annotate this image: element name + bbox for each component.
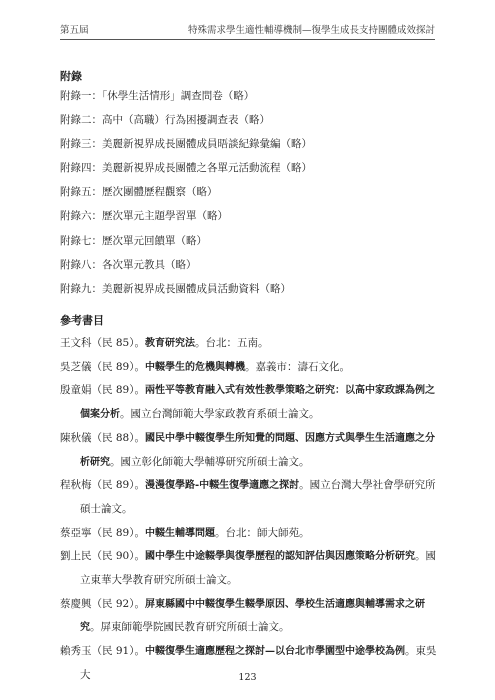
- reference-title: 中輟學生的危機與轉機: [144, 361, 245, 373]
- reference-title: 兩性平等教育融入式有效性教學策略之研究：以高中家政課為例之個案分析: [80, 385, 435, 421]
- reference-author: 蔡慶興（民 92）。: [60, 597, 145, 610]
- reference-author: 蔡亞寧（民 89）。: [60, 526, 145, 539]
- reference-title: 中輟復學生適應歷程之探討—以台北市學園型中途學校為例: [144, 646, 405, 658]
- reference-title: 中輟生輔導問題: [144, 527, 215, 539]
- header-rule: [60, 39, 435, 40]
- reference-publisher: 。嘉義市：濤石文化。: [244, 360, 350, 373]
- reference-author: 賴秀玉（民 91）。: [60, 645, 145, 658]
- reference-title: 教育研究法: [144, 338, 195, 349]
- reference-author: 殷童娟（民 89）。: [60, 384, 145, 397]
- appendix-item: 附錄五：歷次團體歷程觀察（略）: [60, 186, 218, 199]
- references-title: 參考書目: [60, 314, 104, 327]
- appendix-item: 附錄六：歷次單元主題學習單（略）: [60, 210, 228, 223]
- appendix-item: 附錄九：美麗新視界成長團體成員活動資料（略）: [60, 282, 291, 295]
- reference-author: 劉上民（民 90）。: [60, 550, 145, 563]
- reference-title: 屏東縣國中中輟復學生輟學原因、學校生活適應與輔導需求之研究: [80, 598, 425, 634]
- reference-item: [60, 356, 440, 380]
- appendix-item: 附錄一：「休學生活情形」調查問卷（略）: [60, 90, 255, 102]
- appendix-item: 附錄四：美麗新視界成長團體之各單元活動流程（略）: [60, 162, 312, 175]
- reference-item: [60, 379, 440, 426]
- appendix-title: 附錄: [60, 70, 82, 83]
- reference-publisher: 。屏東師範學院國民教育研究所碩士論文。: [90, 621, 290, 634]
- reference-publisher: 。國立台灣師範大學家政教育系碩士論文。: [120, 408, 320, 421]
- appendix-item: 附錄三：美麗新視界成長團體成員晤談紀錄彙編（略）: [60, 138, 312, 151]
- reference-item: [60, 545, 440, 592]
- reference-author: 王文科（民 85）。: [60, 337, 145, 349]
- reference-author: 吳芝儀（民 89）。: [60, 360, 145, 373]
- appendix-item: 附錄八：各次單元教具（略）: [60, 258, 197, 271]
- reference-author: 陳秋儀（民 88）。: [60, 431, 145, 444]
- reference-author: 程秋梅（民 89）。: [60, 479, 145, 492]
- page-number: 123: [238, 672, 257, 683]
- reference-item: [60, 593, 440, 640]
- reference-publisher: 。台北：五南。: [194, 337, 269, 349]
- reference-title: 漫漫復學路-中輟生復學適應之探討: [144, 480, 300, 492]
- header-right: 特殊需求學生適性輔導機制—復學生成長支持團體成效探討: [187, 25, 435, 36]
- reference-item: [60, 332, 440, 356]
- reference-publisher: 。台北：師大師苑。: [214, 526, 310, 539]
- appendix-list: [60, 89, 312, 306]
- reference-title: 國民中學中輟復學生所知覺的問題、因應方式與學生生活適應之分析研究: [80, 432, 435, 468]
- reference-publisher: 。國立東華大學教育研究所碩士論文。: [80, 550, 436, 587]
- reference-publisher: 。東吳大: [80, 645, 437, 681]
- running-header: [60, 22, 435, 36]
- reference-publisher: 。國立彰化師範大學輔導研究所碩士論文。: [110, 455, 310, 468]
- reference-item: [60, 427, 440, 474]
- appendix-item: 附錄二：高中（高職）行為困擾調查表（略）: [60, 114, 270, 127]
- reference-list: [60, 332, 440, 688]
- reference-publisher: 。國立台灣大學社會學研究所碩士論文。: [80, 479, 436, 515]
- reference-title: 國中學生中途輟學與復學歷程的認知評估與因應策略分析研究: [144, 551, 415, 563]
- header-left: 第五屆: [60, 25, 89, 36]
- reference-item: [60, 474, 440, 521]
- appendix-item: 附錄七：歷次單元回饋單（略）: [60, 234, 207, 247]
- reference-item: [60, 522, 440, 546]
